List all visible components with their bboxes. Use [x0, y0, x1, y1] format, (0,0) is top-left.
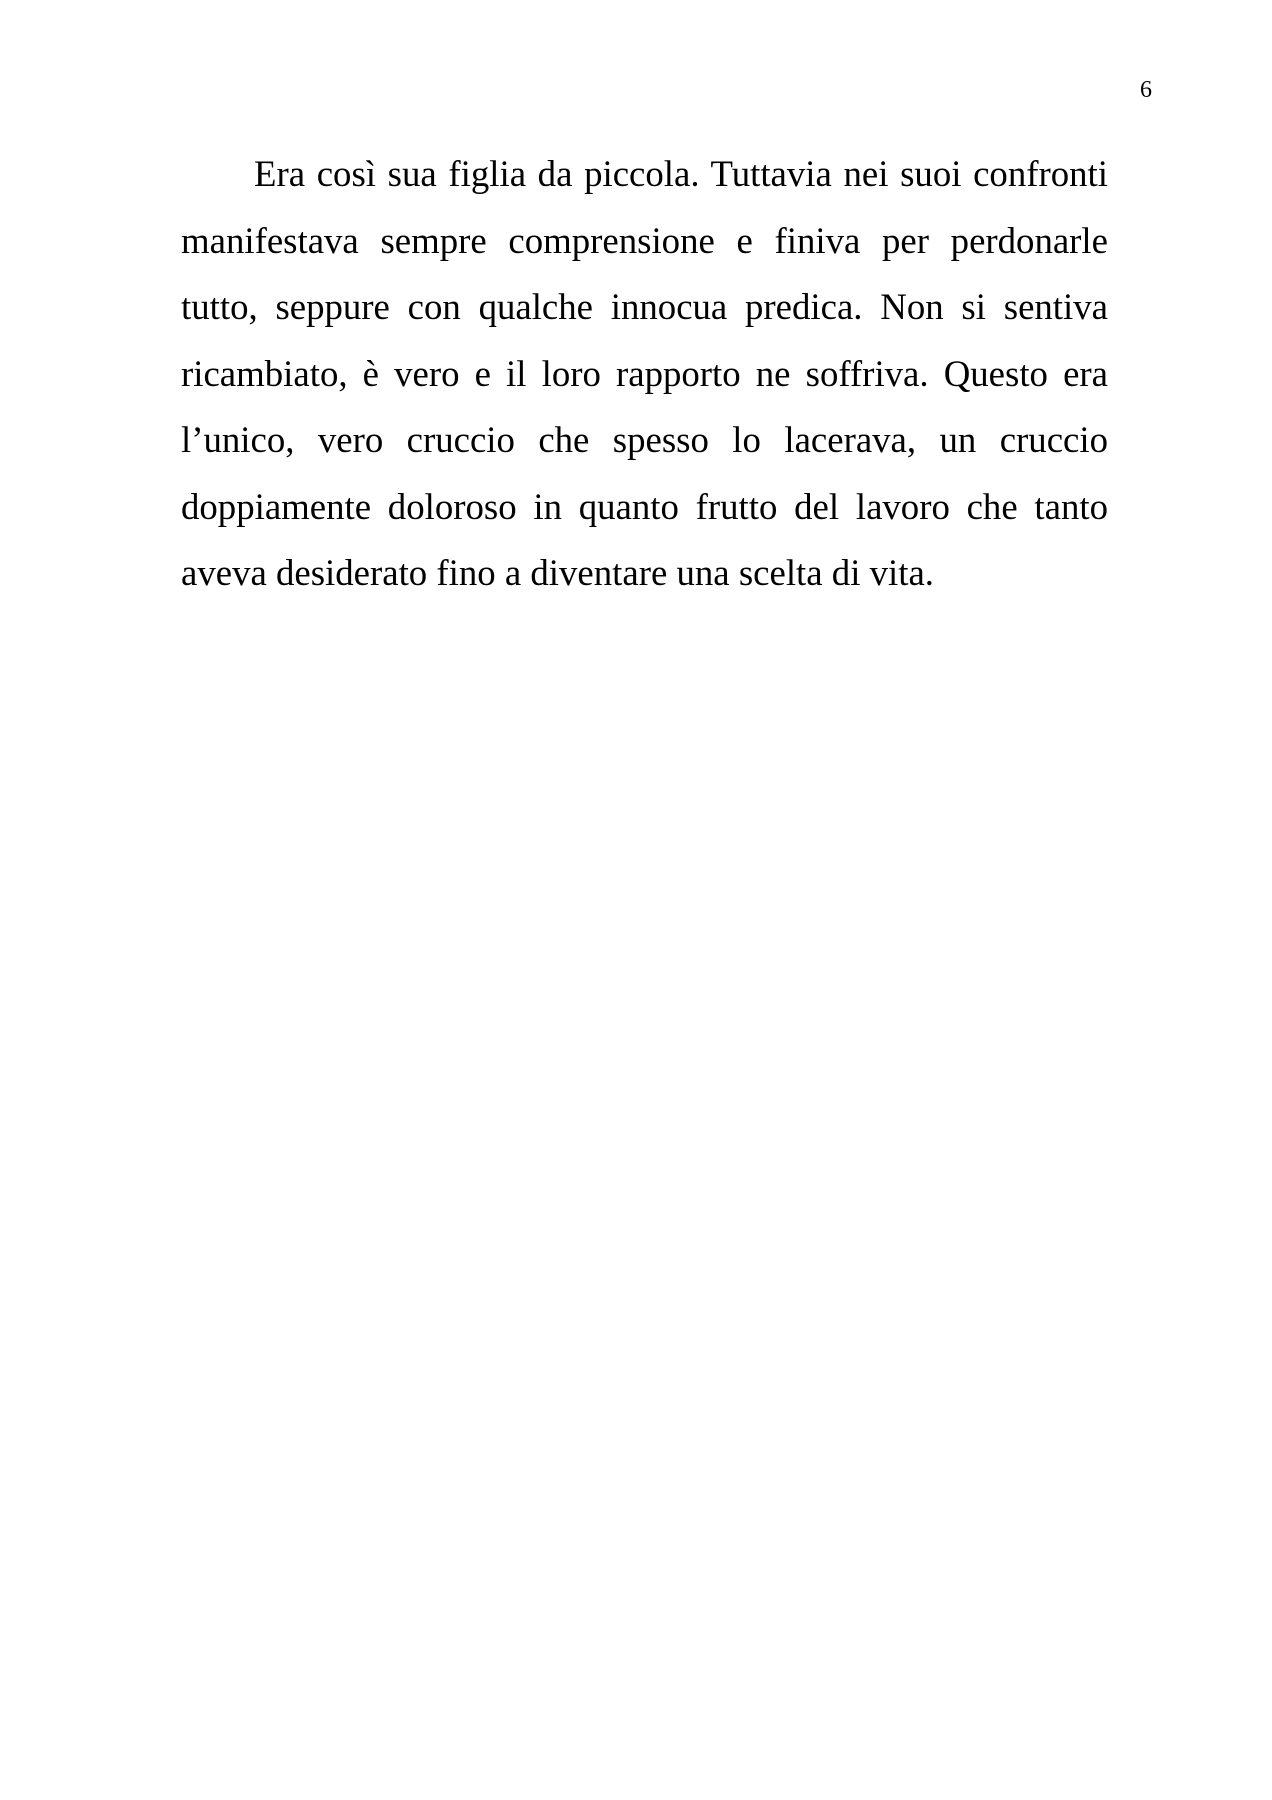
body-paragraph: Era così sua figlia da piccola. Tuttavia nei suoi confronti manifestava sempre comprensione e finiva per perdonarle tutto, seppure con qualche innocua predica. Non si sentiva ricambiato, è vero e il loro rapporto ne soffriva. Questo era l’unico, vero cruccio che spesso lo lacerava, un cruccio doppiamente doloroso in quanto frutto del lavoro che tanto aveva desiderato fino a diventare una scelta di vita.: [181, 153, 1108, 593]
page-number: 6: [1140, 77, 1152, 103]
